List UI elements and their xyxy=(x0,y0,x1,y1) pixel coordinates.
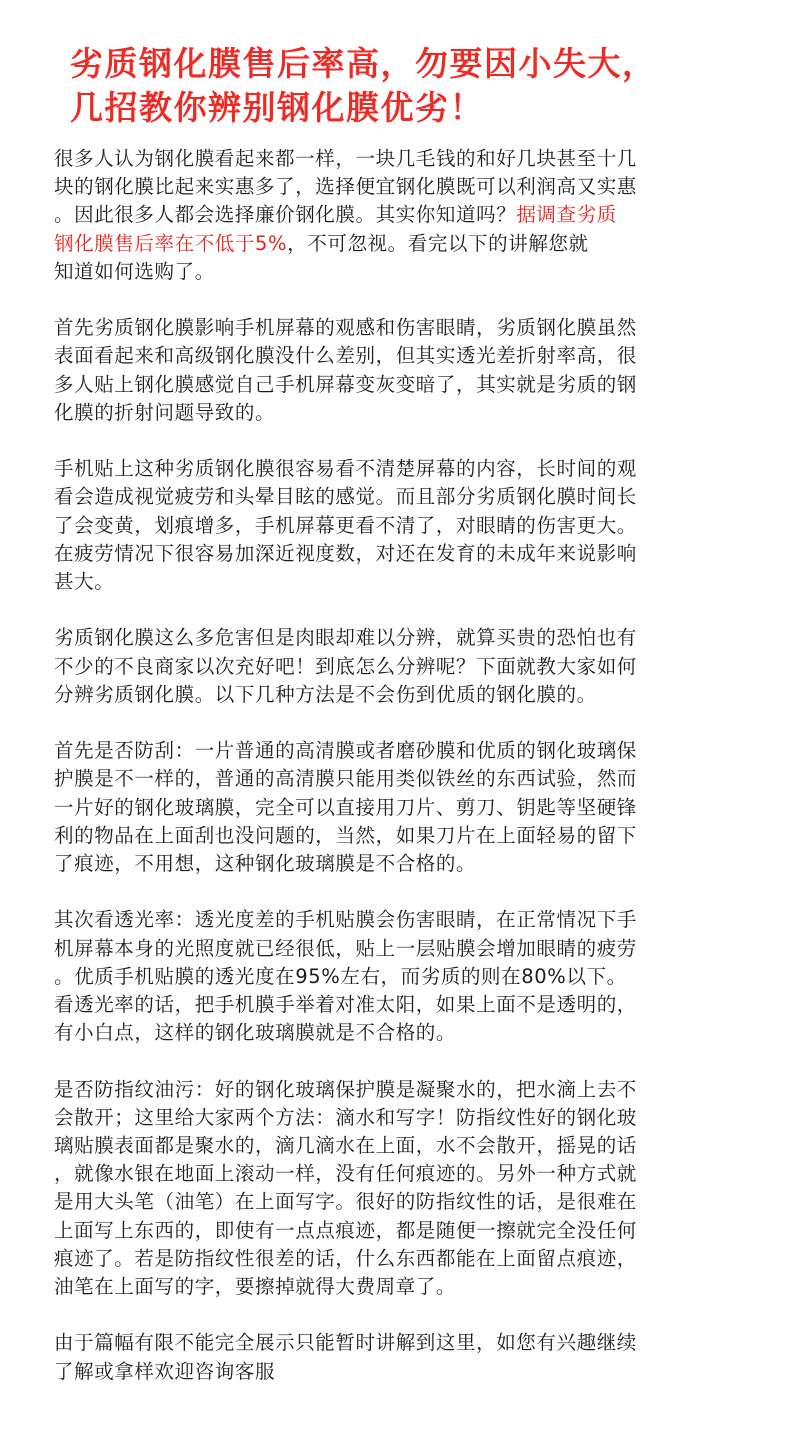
paragraph-scratch-test xyxy=(54,737,754,878)
paragraph-eye-strain xyxy=(54,455,754,596)
text-line: 璃贴膜表面都是聚水的，滴几滴水在上面，水不会散开，摇晃的话 xyxy=(54,1134,637,1158)
text-line: 油笔在上面写的字，要擦掉就得大费周章了。 xyxy=(54,1275,457,1299)
paragraph-anti-fingerprint xyxy=(54,1076,754,1302)
text-line: 利的物品在上面刮也没问题的，当然，如果刀片在上面轻易的留下 xyxy=(54,823,637,847)
text-line: 有小白点，这样的钢化玻璃膜就是不合格的。 xyxy=(54,1021,457,1045)
text-line: 看透光率的话，把手机膜手举着对准太阳，如果上面不是透明的， xyxy=(54,993,637,1017)
article-title xyxy=(70,42,770,130)
text-line: 块的钢化膜比起来实惠多了，选择便宜钢化膜既可以利润高又实惠 xyxy=(54,175,637,199)
text-line: 不少的不良商家以次充好吧！到底怎么分辨呢？下面就教大家如何 xyxy=(54,654,637,678)
text-line: 其次看透光率：透光度差的手机贴膜会伤害眼睛，在正常情况下手 xyxy=(54,908,637,932)
text-line: 甚大。 xyxy=(54,570,115,594)
text-line: 痕迹了。若是防指纹性很差的话，什么东西都能在上面留点痕迹， xyxy=(54,1246,637,1270)
text-line: 知道如何选购了。 xyxy=(54,259,215,283)
text-line: 手机贴上这种劣质钢化膜很容易看不清楚屏幕的内容，长时间的观 xyxy=(54,457,637,481)
title-line: 劣质钢化膜售后率高，勿要因小失大， xyxy=(70,44,657,83)
text-line xyxy=(54,230,754,258)
text-line: 了解或拿样欢迎咨询客服 xyxy=(54,1359,276,1383)
text-line: 多人贴上钢化膜感觉自己手机屏幕变灰变暗了，其实就是劣质的钢 xyxy=(54,372,637,396)
text-line: 表面看起来和高级钢化膜没什么差别，但其实透光差折射率高，很 xyxy=(54,344,637,368)
paragraph-how-to-tell xyxy=(54,624,754,709)
text-line: ，就像水银在地面上滚动一样，没有任何痕迹的。另外一种方式就 xyxy=(54,1162,637,1186)
paragraph-closing xyxy=(54,1329,754,1385)
text-line: 了会变黄，划痕增多，手机屏幕更看不清了，对眼睛的伤害更大。 xyxy=(54,513,637,537)
title-line: 几招教你辨别钢化膜优劣！ xyxy=(70,88,484,127)
text-line: 化膜的折射问题导致的。 xyxy=(54,400,276,424)
text-line: 很多人认为钢化膜看起来都一样，一块几毛钱的和好几块甚至十几 xyxy=(54,147,637,170)
text-line: 。优质手机贴膜的透光度在95%左右，而劣质的则在80%以下。 xyxy=(54,964,627,988)
paragraph-refraction xyxy=(54,314,754,427)
highlighted-statistic: 据调查劣质 xyxy=(516,203,617,227)
text-line: 首先劣质钢化膜影响手机屏幕的观感和伤害眼睛，劣质钢化膜虽然 xyxy=(54,316,637,340)
paragraph-intro xyxy=(54,145,754,286)
text-line: 护膜是不一样的，普通的高清膜只能用类似铁丝的东西试验，然而 xyxy=(54,767,637,791)
text-line: 看会造成视觉疲劳和头晕目眩的感觉。而且部分劣质钢化膜时间长 xyxy=(54,485,637,509)
text-line: 劣质钢化膜这么多危害但是肉眼却难以分辨，就算买贵的恐怕也有 xyxy=(54,626,637,650)
text-line xyxy=(54,201,754,229)
paragraph-transmittance xyxy=(54,906,754,1047)
highlighted-statistic: 钢化膜售后率在不低于5% xyxy=(54,231,288,255)
text-line: 由于篇幅有限不能完全展示只能暂时讲解到这里，如您有兴趣继续 xyxy=(54,1331,637,1355)
text-line: 一片好的钢化玻璃膜，完全可以直接用刀片、剪刀、钥匙等坚硬锋 xyxy=(54,795,637,819)
text-line: 是用大头笔（油笔）在上面写字。很好的防指纹性的话，是很难在 xyxy=(54,1190,637,1214)
text-line: 会散开；这里给大家两个方法：滴水和写字！防指纹性好的钢化玻 xyxy=(54,1105,637,1129)
text-line: 首先是否防刮：一片普通的高清膜或者磨砂膜和优质的钢化玻璃保 xyxy=(54,739,637,763)
text-line: 机屏幕本身的光照度就已经很低，贴上一层贴膜会增加眼睛的疲劳 xyxy=(54,936,637,960)
text-line: 是否防指纹油污：好的钢化玻璃保护膜是凝聚水的，把水滴上去不 xyxy=(54,1077,637,1101)
text-line: 分辨劣质钢化膜。以下几种方法是不会伤到优质的钢化膜的。 xyxy=(54,682,597,706)
article-body xyxy=(54,145,754,1414)
text-line: 上面写上东西的，即使有一点点痕迹，都是随便一擦就完全没任何 xyxy=(54,1218,637,1242)
text-line: 了痕迹，不用想，这种钢化玻璃膜是不合格的。 xyxy=(54,852,477,876)
text-segment: ，不可忽视。看完以下的讲解您就 xyxy=(287,231,589,255)
text-line: 在疲劳情况下很容易加深近视度数，对还在发育的未成年来说影响 xyxy=(54,541,637,565)
text-segment: 。因此很多人都会选择廉价钢化膜。其实你知道吗？ xyxy=(54,203,517,227)
